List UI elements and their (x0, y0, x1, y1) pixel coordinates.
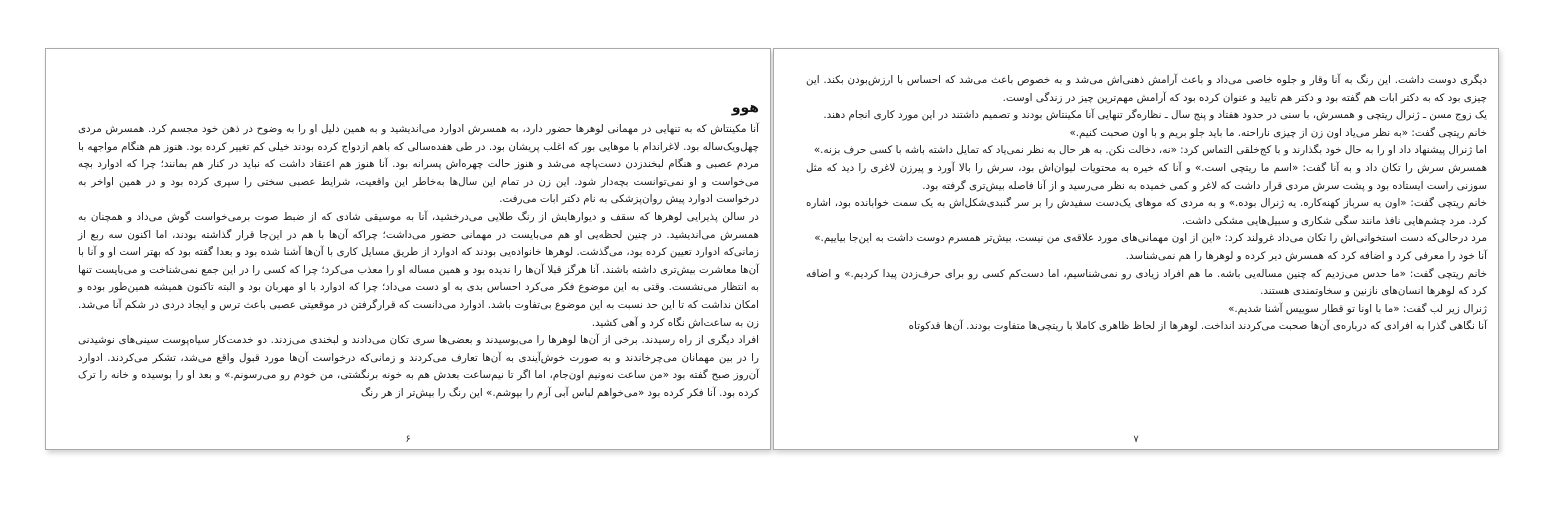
paragraph: آنا نگاهی گذرا به افرادی که درباره‌ی آن‌ها صحبت می‌کردند انداخت. لوهرها از لحاظ ظاهری کاملا با ریتچی‌ها متفاوت بودند. آن‌ها قدکوتاه (908, 320, 1487, 333)
paragraph: در سالن پذیرایی لوهرها که سقف و دیوارهایش از رنگ طلایی می‌درخشید، آنا به موسیقی شادی که از ضبط صوت برمی‌خواست گوش می‌داد و همچنان به همسرش می‌اندیشید. در چنین لحظه‌یی او هم می‌بایست در مهمانی حضور می‌داشت؛ چراکه آن‌ها با هم در این‌جا قرار گذاشته بودند، اما اکنون سه ربع از زمانی‌که ادوارد تعیین کرده بود، می‌گذشت. لوهرها خانواده‌یی بودند که ادوارد از طریق مسایل کاری با آن‌ها آشنا شده بود و بعدا گفته بود که بهتر است او و آنا با آن‌ها معاشرت بیش‌تری داشته باشند. آنا هرگز قبلا آن‌ها را ندیده بود و همین مساله او را معذب می‌کرد؛ چرا که کسی را در این جمع نمی‌شناخت و می‌بایست تنها به انتظار می‌نشست. وقتی به این موضوع فکر می‌کرد احساس بدی به او دست می‌داد؛ چرا که ادوارد با او مهربان بود و البته تاکنون همیشه همین‌طور بوده و امکان نداشت که تا این حد نسبت به این موضوع بی‌تفاوت باشد. ادوارد می‌دانست که قرارگرفتن در موقعیتی عصبی باعث ترس و ایجاد دردی در شکم آنا می‌شد. زن به ساعت‌اش نگاه کرد و آهی کشید. (78, 210, 759, 329)
paragraph: آنا مکینتاش که به تنهایی در مهمانی لوهرها حضور دارد، به همسرش ادوارد می‌اندیشید و به همین دلیل او را به وضوح در ذهن خود مجسم کرد. همسرش مردی چهل‌ویک‌ساله بود. لاغراندام با موهایی بور که اغلب پریشان بود. در طی هفده‌سالی که باهم ازدواج کرده بودند خیلی کم تغییر کرده بود. هنوز هم هنگام مواجهه با مردم عصبی و هنگام لبخندزدن دست‌پاچه می‌شد و هنوز حالت چهره‌اش پسرانه بود. آنا هنوز هم اعتقاد داشت که نباید در کنار هم بمانند؛ چرا که ادوارد بچه می‌خواست و او نمی‌توانست بچه‌دار شود. این زن در تمام این سال‌ها به‌خاطر این واقعیت، شرایط عصبی سختی را سپری کرده بود و در همین اواخر به درخواست ادوارد پیش روان‌پزشکی به نام دکتر ابات می‌رفت. (78, 123, 759, 206)
chapter-title: هوو (731, 100, 759, 116)
page-text (806, 72, 1487, 336)
book-page-right (773, 48, 1499, 450)
page-number: ۷ (1133, 434, 1139, 445)
paragraph: آنا خود را معرفی کرد و اضافه کرد که همسرش دیر کرده و لوهرها را هم نمی‌شناسد. (1125, 249, 1487, 262)
paragraph: همسرش سرش را تکان داد و به آنا گفت: «اسم ما ریتچی است.» و آنا که خیره به محتویات لیوان‌اش بود، سرش را بالا آورد و پیرزن لاغری را دید که مثل سوزنی راست ایستاده بود و پشت سرش مردی قرار داشت که لاغر و کمی خمیده به نظر می‌رسید و از آنا فاصله بیش‌تری گرفته بود. (806, 161, 1487, 192)
paragraph: خانم ریتچی گفت: «ما حدس می‌زدیم که چنین مساله‌یی باشه. ما هم افراد زیادی رو نمی‌شناسیم، اما دست‌کم کسی رو برای حرف‌زدن پیدا کردیم.» و اضافه کرد که لوهرها انسان‌های نازنین و سخاوتمندی هستند. (806, 267, 1487, 298)
paragraph: خانم ریتچی گفت: «به نظر می‌یاد اون زن از چیزی ناراحته. ما باید جلو بریم و با اون صحبت کنیم.» (1069, 126, 1487, 139)
paragraph: مرد درحالی‌که دست استخوانی‌اش را تکان می‌داد غرولند کرد: «این از اون مهمانی‌های مورد علاقه‌ی من نیست. بیش‌تر همسرم دوست داشت به این‌جا بیاییم.» (814, 232, 1487, 245)
page-text (78, 95, 759, 403)
paragraph: اما ژنرال پیشنهاد داد او را به حال خود بگذارند و با کج‌خلقی التماس کرد: «نه، دخالت نکن. به هر حال به نظر نمی‌یاد که تمایل داشته باشه با کسی حرف بزنه.» (813, 144, 1487, 157)
paragraph: ژنرال زیر لب گفت: «ما با اونا تو قطار سوییس آشنا شدیم.» (1228, 302, 1487, 315)
paragraph: یک زوج مسن ـ ژنرال ریتچی و همسرش، با سنی در حدود هفتاد و پنج سال ـ نظاره‌گر تنهایی آنا مکینتاش بودند و تصمیم داشتند در این مورد کاری انجام دهند. (823, 109, 1487, 122)
paragraph: دیگری دوست داشت. این رنگ به آنا وقار و جلوه خاصی می‌داد و باعث آرامش ذهنی‌اش می‌شد و به خصوص باعث می‌شد که احساس با ارزش‌بودن بکند. این چیزی بود که به دکتر ابات هم گفته بود و دکتر هم تایید و عنوان کرده بود که آرامش مهم‌ترین چیز در زندگی اوست. (806, 74, 1487, 104)
paragraph: افراد دیگری از راه رسیدند. برخی از آن‌ها لوهرها را می‌بوسیدند و بعضی‌ها سری تکان می‌دادند و لبخندی می‌زدند. دو خدمت‌کار سیاه‌پوست سینی‌های نوشیدنی را در بین مهمانان می‌چرخاندند و به صورت خوش‌آیندی به آن‌ها تعارف می‌کردند و زمانی‌که درخواست آن‌ها مورد قبول واقع می‌شد، تشکر می‌کردند. ادوارد آن‌روز صبح گفته بود «من ساعت نه‌ونیم اون‌جام، اما اگر تا نیم‌ساعت بعدش هم به خونه برنگشتی، من خودم رو می‌رسونم.» و بعد او را بوسیده و خانه را ترک کرده بود. آنا فکر کرده بود «می‌خواهم لباس آبی آرم را بپوشم.» این رنگ را بیش‌تر از هر رنگ (78, 334, 759, 399)
book-page-left (45, 48, 771, 450)
page-number: ۶ (405, 434, 411, 445)
paragraph: خانم ریتچی گفت: «اون یه سرباز کهنه‌کاره. یه ژنرال بوده.» و به مردی که موهای یک‌دست سفیدش را بر سر گنبدی‌شکل‌اش به یک سمت خوابانده بود، اشاره کرد. مرد چشم‌هایی نافذ مانند سگی شکاری و سبیل‌هایی مشکی داشت. (806, 197, 1487, 227)
